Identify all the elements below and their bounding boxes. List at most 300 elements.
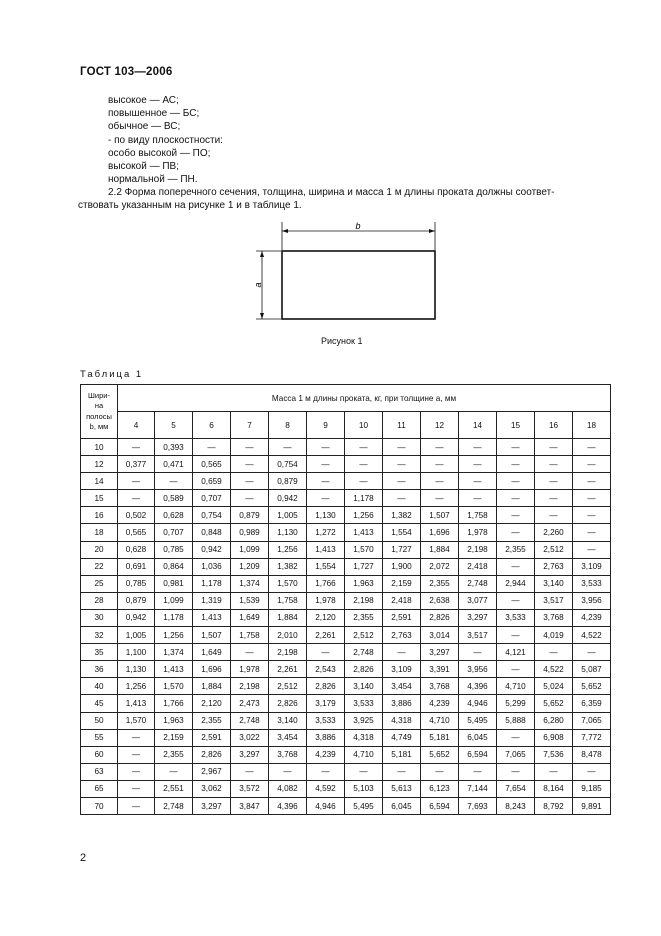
mass-cell: 2,198 — [231, 678, 269, 695]
mass-cell: 2,826 — [307, 678, 345, 695]
mass-cell: 3,454 — [383, 678, 421, 695]
mass-cell: 1,005 — [269, 507, 307, 524]
mass-cell: 5,652 — [535, 695, 573, 712]
mass-cell: 4,239 — [421, 695, 459, 712]
mass-cell: 1,413 — [193, 609, 231, 626]
mass-cell: — — [421, 490, 459, 507]
mass-cell: — — [535, 507, 573, 524]
table-row — [81, 678, 611, 695]
mass-cell: — — [497, 473, 535, 490]
mass-cell: 3,517 — [459, 627, 497, 644]
mass-cell: 1,413 — [345, 524, 383, 541]
mass-cell: 0,502 — [118, 507, 155, 524]
cross-section-figure — [250, 220, 450, 330]
table-row — [81, 507, 611, 524]
mass-cell: 3,391 — [421, 661, 459, 678]
width-cell: 20 — [81, 541, 118, 558]
mass-cell: 0,377 — [118, 456, 155, 473]
width-cell: 10 — [81, 439, 118, 456]
mass-cell: 0,754 — [193, 507, 231, 524]
mass-cell: — — [383, 490, 421, 507]
mass-cell: 3,925 — [345, 712, 383, 729]
list-item: повышенное — БС; — [108, 108, 200, 120]
mass-cell: 1,178 — [345, 490, 383, 507]
mass-cell: 2,159 — [383, 575, 421, 592]
width-cell: 14 — [81, 473, 118, 490]
mass-cell: 1,099 — [155, 592, 193, 609]
mass-cell: 4,522 — [573, 627, 611, 644]
mass-cell: 3,297 — [421, 644, 459, 661]
mass-cell: — — [459, 763, 497, 780]
mass-cell: — — [573, 439, 611, 456]
mass-cell: 0,471 — [155, 456, 193, 473]
mass-cell: 1,256 — [118, 678, 155, 695]
mass-cell: — — [421, 473, 459, 490]
mass-cell: 2,120 — [193, 695, 231, 712]
mass-cell: 4,946 — [307, 797, 345, 814]
mass-cell: 2,355 — [497, 541, 535, 558]
mass-cell: 0,879 — [231, 507, 269, 524]
mass-cell: 2,543 — [307, 661, 345, 678]
section-paragraph — [78, 186, 618, 212]
mass-cell: 3,014 — [421, 627, 459, 644]
mass-cell: 2,826 — [269, 695, 307, 712]
mass-cell: 1,978 — [231, 661, 269, 678]
mass-cell: 1,130 — [307, 507, 345, 524]
mass-cell: 5,613 — [383, 780, 421, 797]
mass-cell: — — [535, 473, 573, 490]
mass-cell: 3,062 — [193, 780, 231, 797]
page-number: 2 — [80, 852, 87, 864]
mass-cell: 1,727 — [383, 541, 421, 558]
mass-cell: 1,554 — [383, 524, 421, 541]
mass-cell: — — [459, 439, 497, 456]
thickness-header-cell: 7 — [231, 412, 269, 439]
mass-cell: — — [231, 644, 269, 661]
mass-cell: 1,900 — [383, 558, 421, 575]
width-cell: 35 — [81, 644, 118, 661]
width-cell: 18 — [81, 524, 118, 541]
mass-cell: 1,884 — [421, 541, 459, 558]
mass-cell: 1,413 — [155, 661, 193, 678]
mass-cell: 3,140 — [345, 678, 383, 695]
mass-cell: 9,891 — [573, 797, 611, 814]
mass-cell: 2,198 — [345, 592, 383, 609]
mass-cell: — — [307, 473, 345, 490]
mass-cell: — — [118, 763, 155, 780]
mass-cell: 4,710 — [421, 712, 459, 729]
mass-cell: 3,886 — [383, 695, 421, 712]
mass-cell: 0,589 — [155, 490, 193, 507]
mass-cell: 6,594 — [459, 746, 497, 763]
mass-cell: — — [345, 456, 383, 473]
mass-cell: 1,382 — [383, 507, 421, 524]
mass-cell: 5,652 — [421, 746, 459, 763]
mass-cell: 3,956 — [573, 592, 611, 609]
mass-cell: 3,297 — [231, 746, 269, 763]
mass-column-header: Масса 1 м длины проката, кг, при толщине a, мм — [118, 385, 611, 412]
thickness-header-cell: 14 — [459, 412, 497, 439]
mass-cell: — — [383, 439, 421, 456]
table-row — [81, 592, 611, 609]
mass-cell: 1,978 — [459, 524, 497, 541]
mass-cell: 1,413 — [307, 541, 345, 558]
mass-cell: 4,749 — [383, 729, 421, 746]
list-item: особо высокой — ПО; — [108, 147, 211, 159]
table-row — [81, 661, 611, 678]
mass-cell: — — [573, 456, 611, 473]
mass-cell: — — [497, 729, 535, 746]
mass-cell: 0,864 — [155, 558, 193, 575]
mass-cell: 1,209 — [231, 558, 269, 575]
table-row — [81, 456, 611, 473]
mass-cell: 1,319 — [193, 592, 231, 609]
mass-cell: 3,572 — [231, 780, 269, 797]
mass-cell: 1,507 — [193, 627, 231, 644]
mass-cell: 3,533 — [307, 712, 345, 729]
thickness-header-cell: 5 — [155, 412, 193, 439]
mass-cell: 7,654 — [497, 780, 535, 797]
mass-cell: 5,181 — [421, 729, 459, 746]
mass-cell: — — [231, 439, 269, 456]
mass-cell: 1,884 — [193, 678, 231, 695]
thickness-header-cell: 18 — [573, 412, 611, 439]
mass-cell: 2,260 — [535, 524, 573, 541]
mass-cell: 6,908 — [535, 729, 573, 746]
mass-cell: 3,179 — [307, 695, 345, 712]
mass-cell: 1,649 — [193, 644, 231, 661]
mass-cell: — — [497, 627, 535, 644]
mass-cell: — — [231, 763, 269, 780]
mass-cell: 3,768 — [269, 746, 307, 763]
mass-cell: — — [307, 644, 345, 661]
table-row — [81, 558, 611, 575]
mass-cell: 0,942 — [193, 541, 231, 558]
table-row — [81, 609, 611, 626]
mass-cell: 1,649 — [231, 609, 269, 626]
mass-cell: 2,473 — [231, 695, 269, 712]
mass-cell: — — [535, 763, 573, 780]
mass-cell: 3,454 — [269, 729, 307, 746]
mass-cell: 0,785 — [118, 575, 155, 592]
mass-cell: 2,261 — [269, 661, 307, 678]
width-cell: 45 — [81, 695, 118, 712]
mass-cell: 2,591 — [193, 729, 231, 746]
width-cell: 16 — [81, 507, 118, 524]
mass-cell: 3,109 — [573, 558, 611, 575]
width-cell: 63 — [81, 763, 118, 780]
mass-cell: 7,693 — [459, 797, 497, 814]
mass-cell: — — [269, 763, 307, 780]
list-item: высокой — ПВ; — [108, 161, 180, 173]
mass-cell: 0,707 — [155, 524, 193, 541]
mass-cell: 2,159 — [155, 729, 193, 746]
list-item: - по виду плоскостности: — [108, 134, 223, 146]
mass-cell: 0,707 — [193, 490, 231, 507]
mass-cell: — — [573, 541, 611, 558]
mass-cell: — — [535, 456, 573, 473]
mass-cell: — — [231, 456, 269, 473]
mass-cell: 4,121 — [497, 644, 535, 661]
mass-cell: 1,099 — [231, 541, 269, 558]
table-body — [81, 439, 611, 815]
mass-cell: 2,944 — [497, 575, 535, 592]
mass-cell: — — [497, 507, 535, 524]
mass-cell: 3,517 — [535, 592, 573, 609]
mass-cell: 7,065 — [573, 712, 611, 729]
thickness-header-cell: 15 — [497, 412, 535, 439]
mass-cell: 0,628 — [118, 541, 155, 558]
table-row — [81, 490, 611, 507]
mass-cell: 8,243 — [497, 797, 535, 814]
thickness-header-cell: 11 — [383, 412, 421, 439]
mass-cell: — — [345, 439, 383, 456]
mass-cell: — — [573, 490, 611, 507]
mass-cell: 2,261 — [307, 627, 345, 644]
mass-cell: 2,826 — [345, 661, 383, 678]
mass-cell: 1,130 — [118, 661, 155, 678]
mass-cell: — — [307, 439, 345, 456]
width-cell: 28 — [81, 592, 118, 609]
list-item: обычное — ВС; — [108, 121, 181, 133]
mass-cell: 2,355 — [155, 746, 193, 763]
mass-cell: 3,768 — [421, 678, 459, 695]
mass-cell: 2,512 — [269, 678, 307, 695]
width-cell: 22 — [81, 558, 118, 575]
mass-cell: 2,748 — [459, 575, 497, 592]
mass-cell: 4,318 — [345, 729, 383, 746]
table-row — [81, 763, 611, 780]
thickness-header-cell: 4 — [118, 412, 155, 439]
mass-cell: — — [307, 456, 345, 473]
mass-cell: 3,140 — [269, 712, 307, 729]
mass-cell: 5,495 — [345, 797, 383, 814]
mass-cell: 5,888 — [497, 712, 535, 729]
mass-cell: 4,710 — [497, 678, 535, 695]
mass-cell: — — [118, 746, 155, 763]
mass-cell: — — [155, 473, 193, 490]
mass-cell: 0,879 — [118, 592, 155, 609]
mass-cell: 2,512 — [345, 627, 383, 644]
mass-cell: 3,768 — [535, 609, 573, 626]
table-row — [81, 729, 611, 746]
mass-cell: 7,536 — [535, 746, 573, 763]
width-cell: 60 — [81, 746, 118, 763]
mass-cell: 6,359 — [573, 695, 611, 712]
mass-cell: 1,696 — [193, 661, 231, 678]
mass-cell: 3,297 — [459, 609, 497, 626]
width-cell: 36 — [81, 661, 118, 678]
mass-cell: 5,652 — [573, 678, 611, 695]
mass-cell: 7,065 — [497, 746, 535, 763]
mass-cell: 2,198 — [269, 644, 307, 661]
width-cell: 30 — [81, 609, 118, 626]
thickness-header-cell: 8 — [269, 412, 307, 439]
mass-cell: 5,181 — [383, 746, 421, 763]
width-cell: 32 — [81, 627, 118, 644]
mass-cell: 0,942 — [118, 609, 155, 626]
mass-cell: 2,418 — [459, 558, 497, 575]
mass-cell: 3,533 — [497, 609, 535, 626]
mass-cell: 0,565 — [118, 524, 155, 541]
mass-cell: 8,792 — [535, 797, 573, 814]
mass-cell: 2,826 — [421, 609, 459, 626]
mass-cell: 4,710 — [345, 746, 383, 763]
thickness-header-cell: 12 — [421, 412, 459, 439]
thickness-header-cell: 16 — [535, 412, 573, 439]
mass-cell: 6,594 — [421, 797, 459, 814]
thickness-header-cell: 9 — [307, 412, 345, 439]
mass-cell: 1,507 — [421, 507, 459, 524]
mass-table — [80, 384, 611, 815]
mass-cell: — — [118, 797, 155, 814]
mass-cell: 2,748 — [155, 797, 193, 814]
mass-cell: 2,638 — [421, 592, 459, 609]
mass-cell: 0,628 — [155, 507, 193, 524]
mass-cell: 5,087 — [573, 661, 611, 678]
mass-cell: 1,963 — [155, 712, 193, 729]
mass-cell: 4,019 — [535, 627, 573, 644]
mass-cell: — — [535, 439, 573, 456]
mass-cell: 0,754 — [269, 456, 307, 473]
mass-cell: 0,565 — [193, 456, 231, 473]
mass-cell: 1,272 — [307, 524, 345, 541]
section-rectangle — [282, 251, 435, 319]
mass-cell: 2,763 — [535, 558, 573, 575]
list-item: нормальной — ПН. — [108, 174, 198, 186]
mass-cell: — — [345, 473, 383, 490]
mass-cell: — — [497, 439, 535, 456]
width-cell: 40 — [81, 678, 118, 695]
mass-cell: — — [345, 763, 383, 780]
mass-cell: 1,696 — [421, 524, 459, 541]
mass-cell: 5,103 — [345, 780, 383, 797]
mass-cell: — — [573, 763, 611, 780]
mass-cell: 1,178 — [193, 575, 231, 592]
mass-cell: 2,355 — [345, 609, 383, 626]
table-row — [81, 695, 611, 712]
mass-cell: 2,355 — [193, 712, 231, 729]
mass-cell: 2,120 — [307, 609, 345, 626]
mass-cell: — — [421, 439, 459, 456]
table-row — [81, 575, 611, 592]
mass-cell: 1,374 — [231, 575, 269, 592]
mass-cell: — — [383, 644, 421, 661]
mass-cell: 4,396 — [269, 797, 307, 814]
mass-cell: — — [383, 763, 421, 780]
table-row — [81, 524, 611, 541]
mass-cell: 6,280 — [535, 712, 573, 729]
mass-cell: 5,299 — [497, 695, 535, 712]
width-column-header: Шири- на полосы b, мм — [81, 385, 118, 439]
mass-cell: 1,570 — [269, 575, 307, 592]
mass-cell: — — [497, 558, 535, 575]
mass-cell: — — [535, 644, 573, 661]
mass-cell: — — [573, 473, 611, 490]
mass-cell: 4,239 — [307, 746, 345, 763]
mass-cell: 3,297 — [193, 797, 231, 814]
mass-cell: 2,355 — [421, 575, 459, 592]
list-item: высокое — АС; — [108, 95, 179, 106]
thickness-header-cell: 6 — [193, 412, 231, 439]
mass-cell: 1,978 — [307, 592, 345, 609]
dimension-label-a: a — [253, 282, 263, 288]
mass-cell: 0,659 — [193, 473, 231, 490]
table-caption: Таблица 1 — [80, 369, 144, 380]
mass-cell: 1,005 — [118, 627, 155, 644]
quality-list — [108, 94, 223, 186]
mass-cell: 6,045 — [383, 797, 421, 814]
mass-cell: 2,591 — [383, 609, 421, 626]
mass-cell: 5,495 — [459, 712, 497, 729]
mass-cell: 1,374 — [155, 644, 193, 661]
mass-cell: — — [383, 473, 421, 490]
mass-cell: 0,981 — [155, 575, 193, 592]
mass-cell: — — [118, 473, 155, 490]
thickness-header-row — [81, 412, 611, 439]
mass-cell: — — [307, 763, 345, 780]
mass-cell: — — [421, 763, 459, 780]
table-row — [81, 439, 611, 456]
mass-cell: 2,763 — [383, 627, 421, 644]
mass-cell: 1,130 — [269, 524, 307, 541]
width-cell: 70 — [81, 797, 118, 814]
mass-cell: — — [497, 490, 535, 507]
mass-cell: 2,826 — [193, 746, 231, 763]
width-cell: 55 — [81, 729, 118, 746]
mass-cell: 2,967 — [193, 763, 231, 780]
mass-cell: 4,082 — [269, 780, 307, 797]
mass-cell: 1,382 — [269, 558, 307, 575]
paragraph-line: ствовать указанным на рисунке 1 и в таблице 1. — [78, 200, 302, 212]
mass-cell: 0,691 — [118, 558, 155, 575]
mass-cell: 2,072 — [421, 558, 459, 575]
table-row — [81, 797, 611, 814]
mass-cell: 1,963 — [345, 575, 383, 592]
dimension-label-b: b — [355, 221, 361, 231]
mass-cell: 1,758 — [269, 592, 307, 609]
mass-cell: 1,766 — [155, 695, 193, 712]
mass-cell: — — [421, 456, 459, 473]
mass-cell: 8,164 — [535, 780, 573, 797]
mass-cell: 3,847 — [231, 797, 269, 814]
mass-cell: 0,989 — [231, 524, 269, 541]
mass-cell: 3,956 — [459, 661, 497, 678]
width-cell: 50 — [81, 712, 118, 729]
mass-cell: — — [118, 780, 155, 797]
table-row — [81, 780, 611, 797]
mass-cell: 3,022 — [231, 729, 269, 746]
mass-cell: 7,144 — [459, 780, 497, 797]
mass-cell: — — [497, 661, 535, 678]
mass-cell: 8,478 — [573, 746, 611, 763]
mass-cell: 2,010 — [269, 627, 307, 644]
table-row — [81, 627, 611, 644]
mass-cell: — — [497, 763, 535, 780]
mass-cell: 1,036 — [193, 558, 231, 575]
mass-cell: — — [573, 524, 611, 541]
mass-cell: — — [155, 763, 193, 780]
table-row — [81, 712, 611, 729]
mass-cell: — — [118, 439, 155, 456]
mass-cell: 2,512 — [535, 541, 573, 558]
mass-cell: 1,554 — [307, 558, 345, 575]
mass-cell: — — [459, 473, 497, 490]
mass-cell: 7,772 — [573, 729, 611, 746]
mass-cell: 3,140 — [535, 575, 573, 592]
mass-cell: 1,758 — [231, 627, 269, 644]
mass-cell: 1,539 — [231, 592, 269, 609]
